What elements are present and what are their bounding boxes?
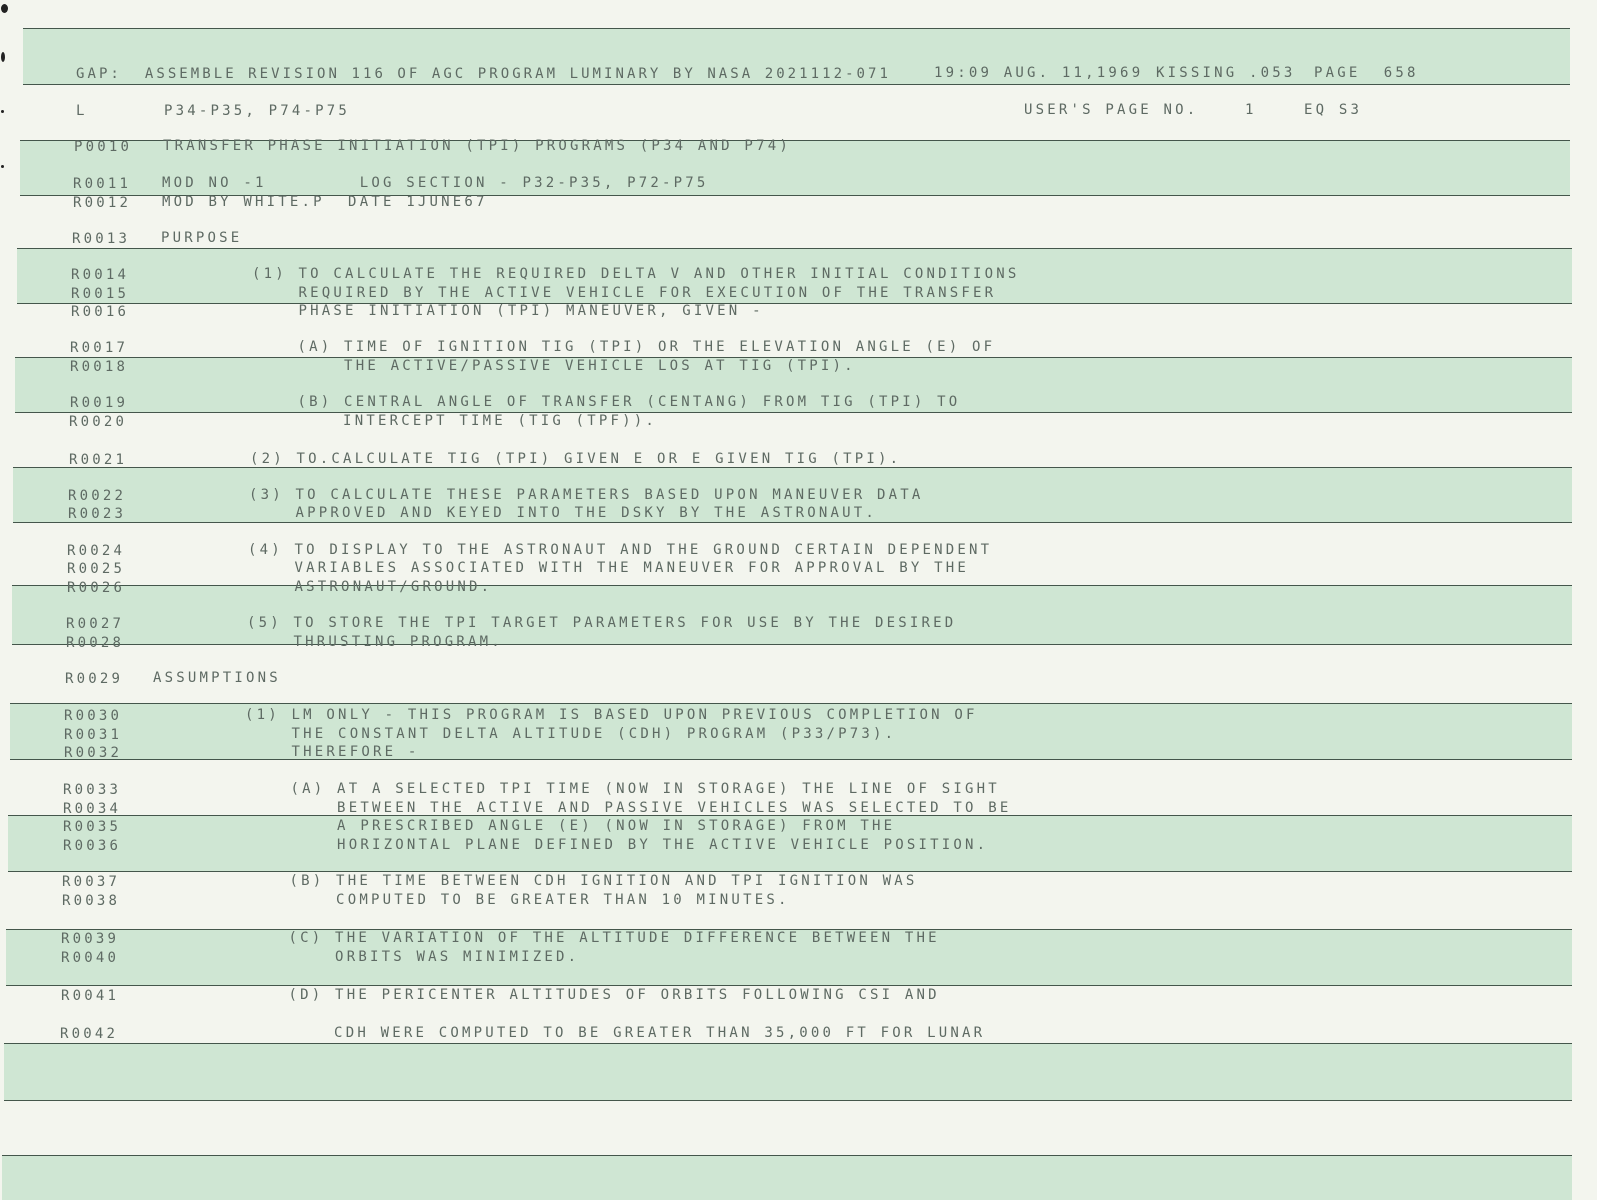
line-number: R0029	[65, 671, 124, 687]
line-text: THEREFORE -	[152, 744, 420, 760]
header-gap-line: GAP: ASSEMBLE REVISION 116 OF AGC PROGRAM LUMINARY BY NASA 2021112-071	[76, 66, 891, 82]
line-text: BETWEEN THE ACTIVE AND PASSIVE VEHICLES WAS SELECTED TO BE	[151, 800, 1012, 816]
section-title: P34-P35, P74-P75	[164, 103, 351, 119]
line-number: R0026	[67, 580, 126, 596]
line-text: (A) AT A SELECTED TPI TIME (NOW IN STORAGE) THE LINE OF SIGHT	[151, 781, 1000, 797]
line-number: R0041	[61, 988, 120, 1004]
line-number: R0037	[62, 874, 121, 890]
line-text: ORBITS WAS MINIMIZED.	[149, 949, 580, 965]
line-text: (B) THE TIME BETWEEN CDH IGNITION AND TPI IGNITION WAS	[150, 873, 918, 889]
line-text: (5) TO STORE THE TPI TARGET PARAMETERS FOR USE BY THE DESIRED	[154, 615, 957, 631]
line-text: (D) THE PERICENTER ALTITUDES OF ORBITS FOLLOWING CSI AND	[149, 987, 940, 1003]
line-text: CDH WERE COMPUTED TO BE GREATER THAN 35,000 FT FOR LUNAR	[148, 1025, 986, 1041]
line-number: R0016	[71, 304, 130, 320]
line-number: R0012	[73, 195, 132, 211]
line-text: (2) TO.CALCULATE TIG (TPI) GIVEN E OR E GIVEN TIG (TPI).	[157, 451, 902, 467]
binder-hole-mark	[1, 110, 4, 113]
line-text: MOD BY WHITE.P DATE 1JUNE67	[162, 194, 488, 210]
line-number: R0027	[66, 616, 125, 632]
line-number: R0033	[63, 782, 122, 798]
line-text: (1) TO CALCULATE THE REQUIRED DELTA V AND OTHER INITIAL CONDITIONS	[159, 266, 1020, 282]
line-number: R0042	[60, 1026, 119, 1042]
line-number: R0021	[69, 452, 128, 468]
line-number: R0030	[64, 708, 123, 724]
binder-hole-mark	[1, 52, 5, 62]
section-flag: L	[76, 103, 88, 119]
binder-hole-mark	[1, 165, 4, 168]
line-number: R0031	[64, 727, 123, 743]
line-number: R0035	[63, 819, 122, 835]
line-text: THE ACTIVE/PASSIVE VEHICLE LOS AT TIG (TPI).	[158, 358, 856, 374]
line-text: PURPOSE	[161, 230, 243, 246]
line-text: A PRESCRIBED ANGLE (E) (NOW IN STORAGE) FROM THE	[151, 818, 896, 834]
line-number: R0040	[61, 950, 120, 966]
line-text: COMPUTED TO BE GREATER THAN 10 MINUTES.	[150, 892, 790, 908]
line-text: (3) TO CALCULATE THESE PARAMETERS BASED UPON MANEUVER DATA	[156, 487, 924, 503]
line-number: R0022	[68, 488, 127, 504]
line-number: R0034	[63, 801, 122, 817]
line-text: PHASE INITIATION (TPI) MANEUVER, GIVEN -	[159, 303, 764, 319]
line-text: REQUIRED BY THE ACTIVE VEHICLE FOR EXECUTION OF THE TRANSFER	[159, 285, 997, 301]
binder-hole-mark	[1, 4, 8, 13]
line-number: R0013	[72, 231, 131, 247]
line-number: R0038	[62, 893, 121, 909]
line-text: THE CONSTANT DELTA ALTITUDE (CDH) PROGRAM (P33/P73).	[152, 726, 897, 742]
line-number: P0010	[74, 139, 133, 155]
users-page-label: USER'S PAGE NO. 1	[1024, 102, 1257, 118]
line-text: APPROVED AND KEYED INTO THE DSKY BY THE ASTRONAUT.	[156, 505, 877, 521]
header-page-number: PAGE 658	[1314, 65, 1419, 81]
line-number: R0039	[61, 931, 120, 947]
line-text: (C) THE VARIATION OF THE ALTITUDE DIFFERENCE BETWEEN THE	[149, 930, 940, 946]
line-number: R0019	[70, 395, 129, 411]
line-number: R0017	[70, 340, 129, 356]
line-number: R0011	[73, 176, 132, 192]
line-number: R0032	[64, 745, 123, 761]
line-text: VARIABLES ASSOCIATED WITH THE MANEUVER FOR APPROVAL BY THE	[155, 560, 970, 576]
greenbar-stripe	[2, 1155, 1572, 1200]
line-number: R0028	[66, 635, 125, 651]
line-text: (4) TO DISPLAY TO THE ASTRONAUT AND THE GROUND CERTAIN DEPENDENT	[155, 542, 993, 558]
line-text: TRANSFER PHASE INITIATION (TPI) PROGRAMS (P34 AND P74)	[163, 138, 791, 154]
line-text: (A) TIME OF IGNITION TIG (TPI) OR THE ELEVATION ANGLE (E) OF	[158, 339, 996, 355]
line-text: ASSUMPTIONS	[153, 670, 281, 686]
line-number: R0020	[69, 414, 128, 430]
line-text: MOD NO -1 LOG SECTION - P32-P35, P72-P75	[162, 175, 709, 191]
line-number: R0014	[71, 267, 130, 283]
eq-label: EQ S3	[1304, 102, 1363, 118]
line-number: R0036	[63, 838, 122, 854]
greenbar-stripe	[4, 1043, 1572, 1101]
line-text: (B) CENTRAL ANGLE OF TRANSFER (CENTANG) FROM TIG (TPI) TO	[158, 394, 961, 410]
line-text: HORIZONTAL PLANE DEFINED BY THE ACTIVE VEHICLE POSITION.	[151, 837, 989, 853]
header-kissing: KISSING .053	[1156, 65, 1296, 81]
header-timestamp: 19:09 AUG. 11,1969	[934, 65, 1144, 81]
line-text: THRUSTING PROGRAM.	[154, 634, 503, 650]
line-text: (1) LM ONLY - THIS PROGRAM IS BASED UPON PREVIOUS COMPLETION OF	[152, 707, 978, 723]
line-number: R0024	[67, 543, 126, 559]
line-number: R0023	[68, 506, 127, 522]
line-text: ASTRONAUT/GROUND.	[155, 579, 493, 595]
line-number: R0015	[71, 286, 130, 302]
line-text: INTERCEPT TIME (TIG (TPF)).	[157, 413, 658, 429]
line-number: R0025	[67, 561, 126, 577]
line-number: R0018	[70, 359, 129, 375]
